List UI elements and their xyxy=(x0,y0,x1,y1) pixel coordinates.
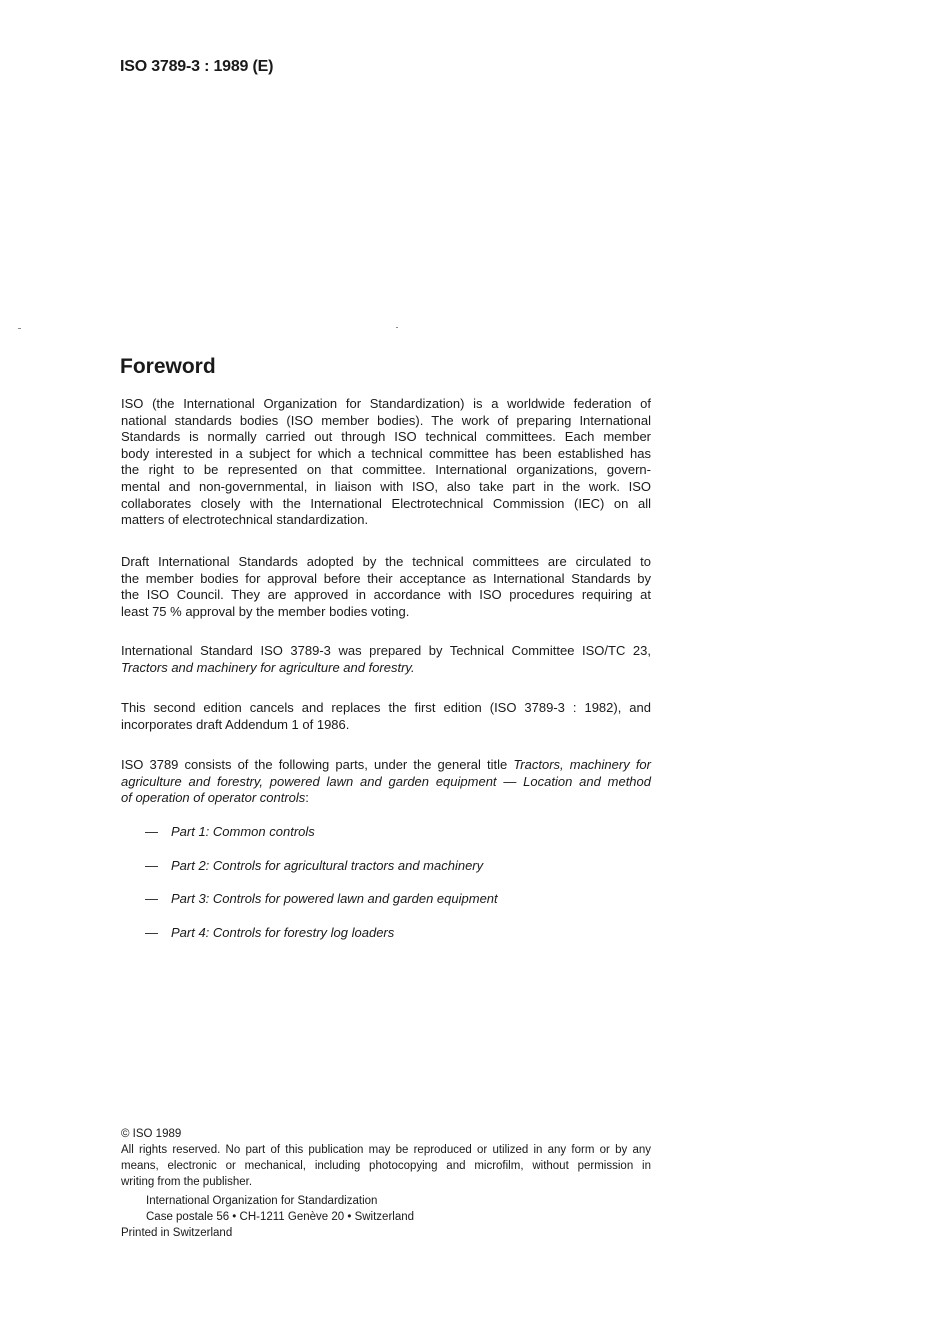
part-title: Part 4: Controls for forestry log loaders xyxy=(171,925,395,940)
text-line: ISO (the International Organization for Standardization) is a worldwide federation of xyxy=(121,396,651,411)
text-line: incorporates draft Addendum 1 of 1986. xyxy=(121,716,350,732)
text-line: International Standard ISO 3789-3 was prepared by Technical Committee ISO/TC 23, xyxy=(121,643,651,658)
scan-speck xyxy=(18,328,21,329)
paragraph-2 xyxy=(121,554,651,620)
copyright-notice: © ISO 1989 xyxy=(121,1128,182,1140)
general-title: agriculture and forestry, powered lawn and garden equipment — Location and method xyxy=(121,773,651,789)
text-line: collaborates closely with the International Electrotechnical Commission (IEC) on all xyxy=(121,495,651,511)
text-line: the right to be represented on that committee. International organizations, govern- xyxy=(121,462,651,478)
paragraph-4 xyxy=(121,700,651,733)
list-item xyxy=(145,824,315,840)
rights-line: means, electronic or mechanical, including photocopying and microfilm, without permission in xyxy=(121,1160,651,1172)
section-title: Foreword xyxy=(120,355,216,378)
paragraph-3 xyxy=(121,643,651,676)
part-title: Part 3: Controls for powered lawn and garden equipment xyxy=(171,891,498,906)
rights-line: All rights reserved. No part of this publication may be reproduced or utilized in any form or by any xyxy=(121,1144,651,1156)
list-item xyxy=(145,891,498,907)
printed-in: Printed in Switzerland xyxy=(121,1227,233,1239)
organization-address: Case postale 56 • CH-1211 Genève 20 • Switzerland xyxy=(146,1211,415,1223)
dash: — xyxy=(145,891,158,906)
general-title: of operation of operator controls xyxy=(121,790,306,806)
scan-speck xyxy=(396,327,398,328)
text-line: least 75 % approval by the member bodies voting. xyxy=(121,603,410,619)
text-line: Standards is normally carried out through ISO technical committees. Each member xyxy=(121,429,651,445)
list-item xyxy=(145,858,483,874)
paragraph-1 xyxy=(121,396,651,529)
part-title: Part 2: Controls for agricultural tractors and machinery xyxy=(171,858,484,873)
dash: — xyxy=(145,925,158,940)
part-title: Part 1: Common controls xyxy=(171,824,315,839)
text-line: Draft International Standards adopted by the technical committees are circulated to xyxy=(121,554,651,569)
committee-name: Tractors and machinery for agriculture and forestry. xyxy=(121,659,415,675)
text-line: ISO 3789 consists of the following parts, under the general title xyxy=(121,757,514,772)
copyright-footer xyxy=(121,1126,651,1241)
list-item xyxy=(145,925,394,941)
text-line: mental and non-governmental, in liaison with ISO, also take part in the work. ISO xyxy=(121,478,651,494)
text-line: the member bodies for approval before their acceptance as International Standards by xyxy=(121,570,651,586)
dash: — xyxy=(145,858,158,873)
text-line: body interested in a subject for which a technical committee has been established has xyxy=(121,445,651,461)
text-line: This second edition cancels and replaces the first edition (ISO 3789-3 : 1982), and xyxy=(121,700,651,715)
dash: — xyxy=(145,824,158,839)
rights-line: writing from the publisher. xyxy=(121,1176,253,1188)
punctuation: : xyxy=(305,790,309,806)
organization-name: International Organization for Standardization xyxy=(146,1195,378,1207)
document-header: ISO 3789-3 : 1989 (E) xyxy=(120,58,274,75)
text-line: matters of electrotechnical standardization. xyxy=(121,512,369,528)
general-title: Tractors, machinery for xyxy=(513,757,651,772)
text-line: national standards bodies (ISO member bodies). The work of preparing International xyxy=(121,412,651,428)
text-line: the ISO Council. They are approved in accordance with ISO procedures requiring at xyxy=(121,587,651,603)
paragraph-5 xyxy=(121,757,651,807)
